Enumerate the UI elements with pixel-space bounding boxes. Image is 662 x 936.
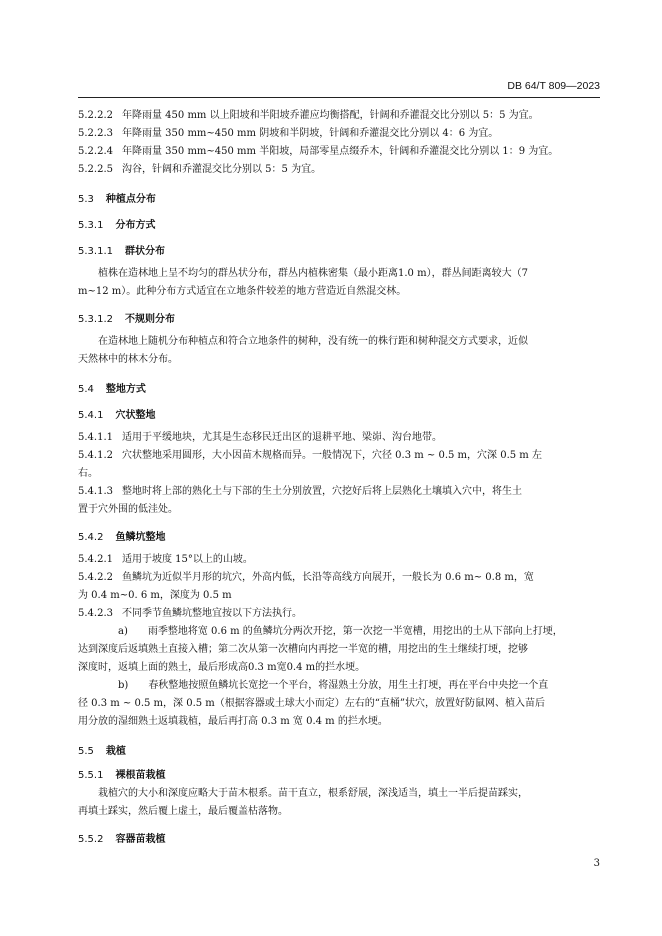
heading-title: 种植点分布 bbox=[105, 194, 156, 205]
heading-5-4-1 bbox=[78, 409, 600, 423]
list-item-b bbox=[78, 677, 600, 695]
clause-number: 5.4.2.3 bbox=[78, 608, 113, 619]
list-text: 雨季整地将宽 0.6 m 的鱼鳞坑分两次开挖，第一次挖一半宽槽，用挖出的土从下部向上打埂， bbox=[147, 626, 563, 637]
heading-5-3 bbox=[78, 193, 600, 207]
heading-number: 5.5.1 bbox=[78, 770, 104, 781]
paragraph-5-3-1-2 bbox=[78, 333, 600, 369]
clause-5-4-1-3 bbox=[78, 483, 600, 501]
heading-number: 5.3 bbox=[78, 194, 94, 205]
paragraph-line: 栽植穴的大小和深度应略大于苗木根系。苗干直立，根系舒展，深浅适当，填土一半后提苗踩实， bbox=[98, 788, 528, 799]
heading-title: 穴状整地 bbox=[115, 410, 156, 421]
clause-5-4-1-2 bbox=[78, 447, 600, 465]
clause-5-4-2-2 bbox=[78, 569, 600, 587]
heading-5-3-1 bbox=[78, 219, 600, 233]
heading-number: 5.4.2 bbox=[78, 532, 104, 543]
clause-5-2-2-4 bbox=[78, 143, 600, 161]
heading-5-4-2 bbox=[78, 531, 600, 545]
clause-number: 5.4.1.1 bbox=[78, 432, 113, 443]
paragraph-line: 植株在造林地上呈不均匀的群丛状分布，群丛内植株密集（最小距离1.0 m），群丛间距离较大（7 bbox=[98, 268, 528, 279]
heading-5-5-1 bbox=[78, 769, 600, 783]
clause-text: 年降雨量 350 mm~450 mm 阴坡和半阴坡，针阔和乔灌混交比分别以 4：6 为宜。 bbox=[122, 128, 499, 139]
clause-5-4-1-2-cont: 右。 bbox=[78, 468, 98, 479]
clause-text: 适用于坡度 15°以上的山坡。 bbox=[122, 554, 253, 565]
heading-5-3-1-2 bbox=[78, 313, 600, 327]
list-item-b-cont-2: 用分放的湿细熟土返填栽植，最后再打高 0.3 m 宽 0.4 m 的拦水埂。 bbox=[78, 716, 388, 727]
section-5-4-2-items bbox=[78, 551, 600, 731]
list-item-b-cont-1: 径 0.3 m ~ 0.5 m，深 0.5 m（根据容器或土球大小而定）左右的“直桶”状穴，放置好防鼠网、植入苗后 bbox=[78, 698, 546, 709]
clause-number: 5.2.2.4 bbox=[78, 146, 113, 157]
list-text: 春秋整地按照鱼鳞坑长宽挖一个平台，将湿熟土分放，用生土打埂，再在平台中央挖一个直 bbox=[148, 680, 549, 691]
clause-text: 年降雨量 450 mm 以上阳坡和半阳坡乔灌应均衡搭配，针阔和乔灌混交比分别以 5：5 为宜。 bbox=[122, 110, 539, 121]
heading-title: 不规则分布 bbox=[125, 314, 175, 325]
clause-text: 穴状整地采用圆形，大小因苗木规格而异。一般情况下，穴径 0.3 m ~ 0.5 m，穴深 0.5 m 左 bbox=[122, 450, 542, 461]
heading-5-5 bbox=[78, 745, 600, 759]
heading-5-3-1-1 bbox=[78, 245, 600, 259]
page-number: 3 bbox=[593, 858, 600, 869]
clause-text: 年降雨量 350 mm~450 mm 半阳坡，局部零星点缀乔木，针阔和乔灌混交比分别以 1：9 为宜。 bbox=[122, 146, 559, 157]
heading-title: 整地方式 bbox=[105, 384, 146, 395]
list-item-a-cont-2: 深度时，返填上面的熟土，最后形成高0.3 m宽0.4 m的拦水埂。 bbox=[78, 662, 366, 673]
heading-number: 5.4.1 bbox=[78, 410, 104, 421]
heading-number: 5.4 bbox=[78, 384, 94, 395]
clause-number: 5.2.2.2 bbox=[78, 110, 113, 121]
paragraph-line: 天然林中的林木分布。 bbox=[78, 354, 178, 365]
clause-number: 5.2.2.5 bbox=[78, 164, 113, 175]
clause-5-2-2-5 bbox=[78, 161, 600, 179]
paragraph-line: m~12 m）。此种分布方式适宜在立地条件较差的地方营造近自然混交林。 bbox=[78, 286, 407, 297]
heading-number: 5.5.2 bbox=[78, 834, 104, 845]
clause-number: 5.4.2.2 bbox=[78, 572, 113, 583]
clause-5-4-1-1 bbox=[78, 429, 600, 447]
heading-number: 5.5 bbox=[78, 746, 94, 757]
list-item-a bbox=[78, 623, 600, 641]
paragraph-line: 再填土踩实，然后覆上虚土，最后覆盖枯落物。 bbox=[78, 806, 288, 817]
clause-text: 鱼鳞坑为近似半月形的坑穴，外高内低，长沿等高线方向展开，一般长为 0.6 m~ 0.8 m，宽 bbox=[122, 572, 534, 583]
heading-number: 5.3.1.2 bbox=[78, 314, 113, 325]
header-rule bbox=[78, 97, 600, 98]
heading-title: 容器苗栽植 bbox=[115, 834, 166, 845]
clause-5-4-2-3 bbox=[78, 605, 600, 623]
heading-title: 群状分布 bbox=[125, 246, 165, 257]
clause-text: 适用于平缓地块，尤其是生态移民迁出区的退耕平地、梁峁、沟台地带。 bbox=[122, 432, 442, 443]
clause-number: 5.4.1.2 bbox=[78, 450, 113, 461]
clause-number: 5.2.2.3 bbox=[78, 128, 113, 139]
heading-number: 5.3.1 bbox=[78, 220, 104, 231]
document-id-header: DB 64/T 809—2023 bbox=[507, 80, 600, 92]
section-5-2-2-items bbox=[78, 107, 600, 179]
list-marker: b) bbox=[118, 680, 129, 691]
heading-title: 栽植 bbox=[105, 746, 126, 757]
heading-title: 鱼鳞坑整地 bbox=[115, 532, 166, 543]
heading-title: 分布方式 bbox=[115, 220, 156, 231]
section-5-4-1-items bbox=[78, 429, 600, 519]
clause-text: 整地时将上部的熟化土与下部的生土分别放置，穴挖好后将上层熟化土壤填入穴中，将生土 bbox=[122, 486, 522, 497]
document-body bbox=[78, 107, 600, 847]
clause-text: 不同季节鱼鳞坑整地宜按以下方法执行。 bbox=[122, 608, 302, 619]
heading-5-5-2 bbox=[78, 833, 600, 847]
clause-5-4-1-3-cont: 置于穴外围的低洼处。 bbox=[78, 504, 178, 515]
clause-5-4-2-2-cont: 为 0.4 m~0. 6 m，深度为 0.5 m bbox=[78, 590, 232, 601]
clause-5-2-2-3 bbox=[78, 125, 600, 143]
list-item-a-cont-1: 达到深度后返填熟土直接入槽；第二次从第一次槽向内再挖一半宽的槽，用挖出的生土继续打埂，挖够 bbox=[78, 644, 528, 655]
clause-text: 沟谷，针阔和乔灌混交比分别以 5：5 为宜。 bbox=[122, 164, 322, 175]
paragraph-5-3-1-1 bbox=[78, 265, 600, 301]
paragraph-5-5-1 bbox=[78, 785, 600, 821]
heading-title: 裸根苗栽植 bbox=[115, 770, 166, 781]
heading-5-4 bbox=[78, 383, 600, 397]
clause-5-4-2-1 bbox=[78, 551, 600, 569]
paragraph-line: 在造林地上随机分布种植点和符合立地条件的树种，没有统一的株行距和树种混交方式要求，近似 bbox=[98, 336, 528, 347]
heading-number: 5.3.1.1 bbox=[78, 246, 113, 257]
clause-number: 5.4.2.1 bbox=[78, 554, 113, 565]
clause-number: 5.4.1.3 bbox=[78, 486, 113, 497]
clause-5-2-2-2 bbox=[78, 107, 600, 125]
list-marker: a) bbox=[118, 626, 128, 637]
